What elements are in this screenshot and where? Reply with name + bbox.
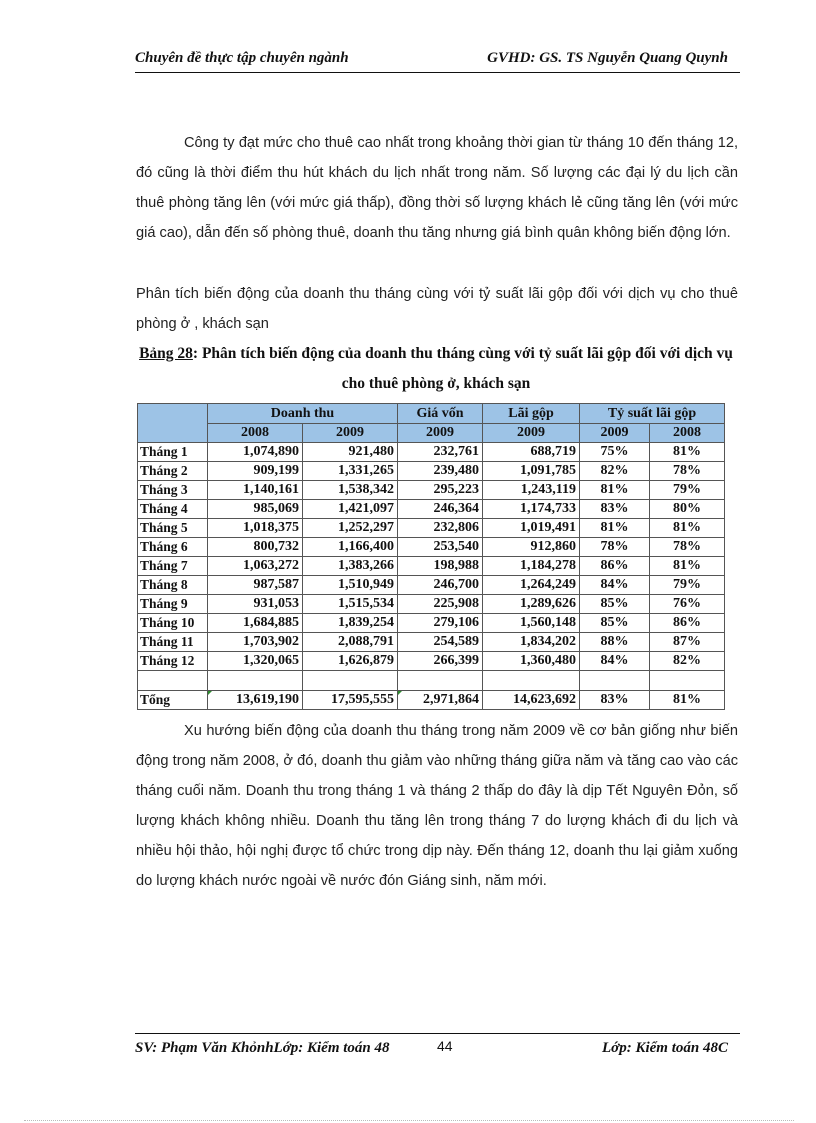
value-cell: 1,360,480 (483, 652, 580, 671)
table-row (138, 576, 725, 595)
value-cell: 912,860 (483, 538, 580, 557)
value-cell: 232,761 (398, 443, 483, 462)
value-cell: 246,364 (398, 500, 483, 519)
value-cell: 225,908 (398, 595, 483, 614)
table-row (138, 481, 725, 500)
value-cell: 1,421,097 (303, 500, 398, 519)
row-label: Tháng 12 (138, 652, 208, 671)
value-cell: 198,988 (398, 557, 483, 576)
row-label: Tháng 9 (138, 595, 208, 614)
value-cell: 1,331,265 (303, 462, 398, 481)
table-row (138, 614, 725, 633)
table-body (138, 443, 725, 710)
value-cell: 1,074,890 (208, 443, 303, 462)
value-cell: 253,540 (398, 538, 483, 557)
margin-cell: 81% (580, 481, 650, 500)
value-cell: 295,223 (398, 481, 483, 500)
row-label: Tháng 1 (138, 443, 208, 462)
row-label: Tháng 11 (138, 633, 208, 652)
table-row (138, 519, 725, 538)
margin-cell: 88% (580, 633, 650, 652)
margin-cell (580, 671, 650, 691)
value-cell: 266,399 (398, 652, 483, 671)
value-cell: 1,252,297 (303, 519, 398, 538)
value-cell (483, 671, 580, 691)
revenue-table (137, 403, 725, 710)
value-cell: 2,971,864 (398, 691, 483, 710)
header-margin: Tỷ suất lãi gộp (580, 404, 725, 424)
value-cell (398, 671, 483, 691)
margin-cell: 78% (650, 538, 725, 557)
value-cell: 1,383,266 (303, 557, 398, 576)
value-cell: 1,091,785 (483, 462, 580, 481)
value-cell: 1,019,491 (483, 519, 580, 538)
row-label: Tháng 3 (138, 481, 208, 500)
header-topic: Chuyên đề thực tập chuyên ngành (135, 50, 349, 66)
margin-cell: 81% (650, 519, 725, 538)
row-label: Tổng (138, 691, 208, 710)
row-label: Tháng 4 (138, 500, 208, 519)
value-cell: 1,684,885 (208, 614, 303, 633)
header-year: 2008 (650, 424, 725, 443)
value-cell: 254,589 (398, 633, 483, 652)
value-cell: 1,018,375 (208, 519, 303, 538)
table-spacer-row (138, 671, 725, 691)
margin-cell: 81% (650, 691, 725, 710)
header-year: 2009 (398, 424, 483, 443)
header-gross-profit: Lãi gộp (483, 404, 580, 424)
row-label: Tháng 10 (138, 614, 208, 633)
value-cell: 1,243,119 (483, 481, 580, 500)
footer-student: SV: Phạm Văn KhỏnhLớp: Kiểm toán 48 (135, 1040, 390, 1056)
header-revenue: Doanh thu (208, 404, 398, 424)
margin-cell: 76% (650, 595, 725, 614)
margin-cell: 82% (650, 652, 725, 671)
value-cell: 2,088,791 (303, 633, 398, 652)
row-label: Tháng 6 (138, 538, 208, 557)
value-cell: 1,264,249 (483, 576, 580, 595)
margin-cell: 84% (580, 652, 650, 671)
table-header-row-years (138, 424, 725, 443)
value-cell: 1,184,278 (483, 557, 580, 576)
value-cell: 1,289,626 (483, 595, 580, 614)
margin-cell: 81% (580, 519, 650, 538)
header-month-cell (138, 404, 208, 443)
table-caption-label: Bảng 28 (139, 345, 193, 362)
header-year: 2009 (580, 424, 650, 443)
value-cell: 1,839,254 (303, 614, 398, 633)
value-cell: 1,834,202 (483, 633, 580, 652)
table-caption (136, 339, 736, 399)
header-year: 2009 (483, 424, 580, 443)
page-bottom-rule (24, 1120, 794, 1121)
margin-cell: 85% (580, 595, 650, 614)
value-cell (208, 671, 303, 691)
table-row (138, 557, 725, 576)
margin-cell: 86% (580, 557, 650, 576)
margin-cell: 78% (580, 538, 650, 557)
paragraph-trend: Xu hướng biến động của doanh thu tháng trong năm 2009 về cơ bản giống như biến động trong năm 2008, ở đó, doanh thu giảm vào những tháng giữa năm và tăng cao vào các tháng cuối năm. Doanh thu trong tháng 1 và tháng 2 thấp do đây là dịp Tết Nguyên Đỏn, số lượng khách không nhiều. Doanh thu tăng lên trong tháng 7 do lượng khách đi du lịch và nhiều hội thảo, hội nghị được tổ chức trong dịp này. Đến tháng 12, doanh thu lại giảm xuống do lượng khách nước ngoài về nước đón Giáng sinh, năm mới. (136, 723, 738, 889)
value-cell: 1,626,879 (303, 652, 398, 671)
table-row (138, 443, 725, 462)
margin-cell: 81% (650, 557, 725, 576)
row-label (138, 671, 208, 691)
value-cell: 246,700 (398, 576, 483, 595)
header-year: 2008 (208, 424, 303, 443)
table-row (138, 633, 725, 652)
value-cell: 14,623,692 (483, 691, 580, 710)
value-cell: 1,538,342 (303, 481, 398, 500)
table-total-row (138, 691, 725, 710)
header-year: 2009 (303, 424, 398, 443)
value-cell: 1,703,902 (208, 633, 303, 652)
table-row (138, 538, 725, 557)
table-row (138, 652, 725, 671)
paragraph-analysis-lead: Phân tích biến động của doanh thu tháng cùng với tỷ suất lãi gộp đối với dịch vụ cho thuê phòng ở , khách sạn (136, 286, 738, 332)
footer-divider (135, 1033, 740, 1034)
margin-cell: 84% (580, 576, 650, 595)
row-label: Tháng 8 (138, 576, 208, 595)
value-cell: 987,587 (208, 576, 303, 595)
margin-cell: 81% (650, 443, 725, 462)
value-cell: 1,140,161 (208, 481, 303, 500)
value-cell: 985,069 (208, 500, 303, 519)
value-cell: 909,199 (208, 462, 303, 481)
value-cell: 1,560,148 (483, 614, 580, 633)
margin-cell: 82% (580, 462, 650, 481)
margin-cell (650, 671, 725, 691)
value-cell: 800,732 (208, 538, 303, 557)
value-cell: 688,719 (483, 443, 580, 462)
margin-cell: 79% (650, 576, 725, 595)
value-cell: 1,063,272 (208, 557, 303, 576)
paragraph-intro: Công ty đạt mức cho thuê cao nhất trong khoảng thời gian từ tháng 10 đến tháng 12, đó cũng là thời điểm thu hút khách du lịch nhất trong năm. Số lượng các đại lý du lịch cần thuê phòng tăng lên (với mức giá thấp), đồng thời số lượng khách lẻ cũng tăng lên (với mức giá cao), dẫn đến số phòng thuê, doanh thu tăng nhưng giá bình quân không biến động lớn. (136, 135, 738, 241)
page-header (135, 50, 728, 72)
footer-class: Lớp: Kiểm toán 48C (602, 1040, 728, 1056)
margin-cell: 83% (580, 500, 650, 519)
margin-cell: 85% (580, 614, 650, 633)
value-cell: 921,480 (303, 443, 398, 462)
margin-cell: 83% (580, 691, 650, 710)
value-cell: 1,174,733 (483, 500, 580, 519)
margin-cell: 87% (650, 633, 725, 652)
value-cell: 17,595,555 (303, 691, 398, 710)
table-row (138, 595, 725, 614)
table-header-row-groups (138, 404, 725, 424)
value-cell (303, 671, 398, 691)
row-label: Tháng 2 (138, 462, 208, 481)
page-number: 44 (437, 1038, 453, 1054)
value-cell: 13,619,190 (208, 691, 303, 710)
value-cell: 239,480 (398, 462, 483, 481)
margin-cell: 80% (650, 500, 725, 519)
margin-cell: 79% (650, 481, 725, 500)
value-cell: 1,515,534 (303, 595, 398, 614)
value-cell: 1,510,949 (303, 576, 398, 595)
value-cell: 1,320,065 (208, 652, 303, 671)
table-row (138, 500, 725, 519)
table-row (138, 462, 725, 481)
value-cell: 931,053 (208, 595, 303, 614)
header-advisor: GVHD: GS. TS Nguyễn Quang Quynh (487, 50, 728, 66)
value-cell: 232,806 (398, 519, 483, 538)
row-label: Tháng 7 (138, 557, 208, 576)
margin-cell: 86% (650, 614, 725, 633)
header-divider (135, 72, 740, 73)
value-cell: 1,166,400 (303, 538, 398, 557)
table-caption-text: : Phân tích biến động của doanh thu tháng cùng với tỷ suất lãi gộp đối với dịch vụ cho thuê phòng ở, khách sạn (192, 345, 733, 392)
value-cell: 279,106 (398, 614, 483, 633)
header-cost: Giá vốn (398, 404, 483, 424)
margin-cell: 75% (580, 443, 650, 462)
row-label: Tháng 5 (138, 519, 208, 538)
margin-cell: 78% (650, 462, 725, 481)
